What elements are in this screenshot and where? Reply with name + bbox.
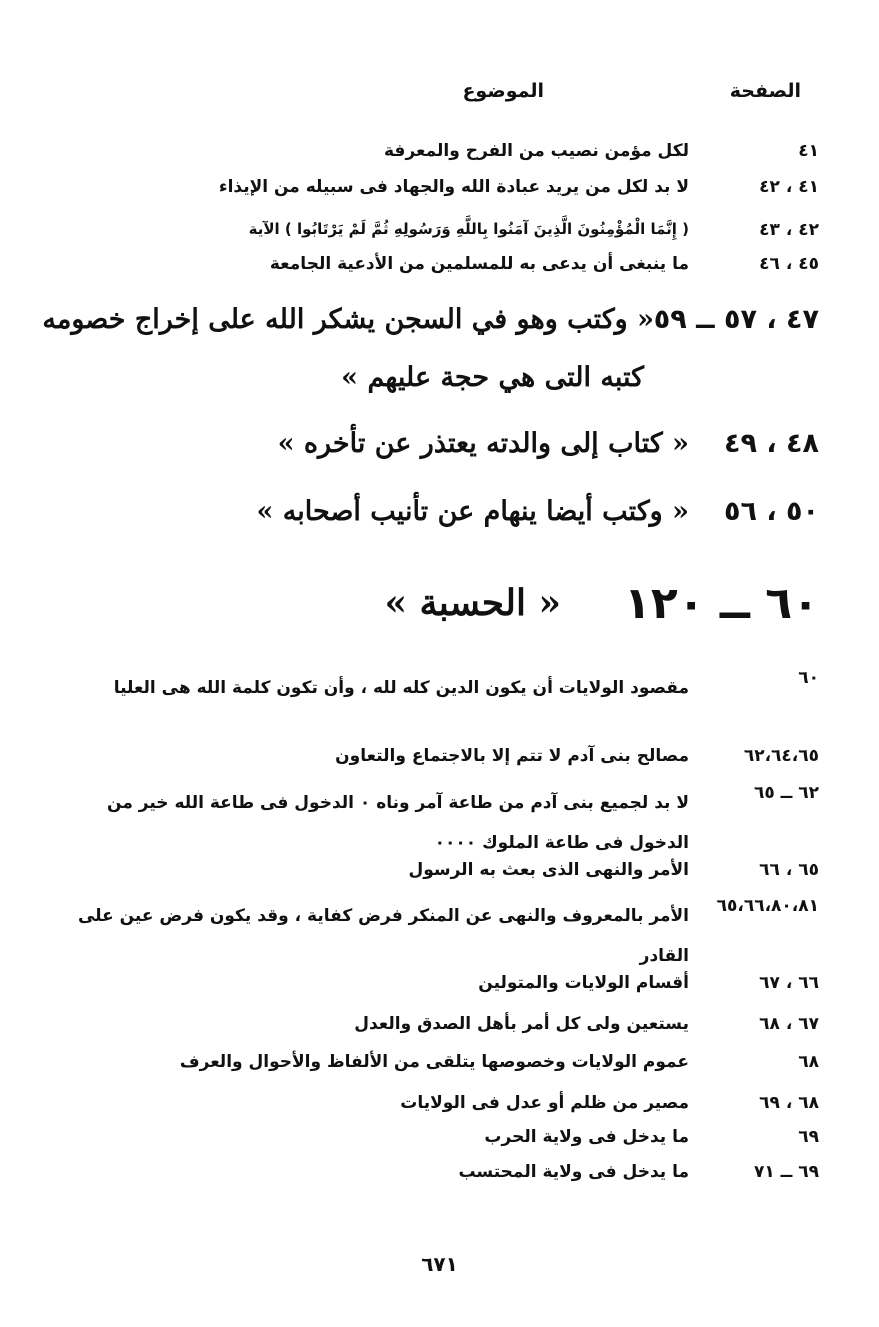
entry-pages: ٦٦ ، ٦٧ [759,973,819,993]
index-entry [59,746,819,772]
index-entry [59,428,819,468]
entry-pages: ٤٨ ، ٤٩ [724,428,819,459]
entry-pages: ٦٧ ، ٦٨ [759,1014,819,1034]
entry-pages: ٦٥،٦٦،٨٠،٨١ [716,896,819,916]
entry-topic: لا بد لجميع بنى آدم من طاعة آمر وناه ٠ الدخول فى طاعة الله خير من الدخول فى طاعة الملوك ٠٠٠٠ [107,793,689,853]
entry-topic: أقسام الولايات والمتولين [478,973,689,993]
entry-pages: ٤٥ ، ٤٦ [759,254,819,274]
section-heading [59,578,819,638]
entry-pages: ٦٨ [798,1052,819,1072]
entry-pages: ٦٥ ، ٦٦ [759,860,819,880]
entry-pages: ٦٩ ــ ٧١ [754,1162,819,1182]
index-entry [59,141,819,167]
entry-topic: مصالح بنى آدم لا تتم إلا بالاجتماع والتعاون [335,746,689,766]
page-column-header: الصفحة [729,80,801,102]
entry-topic: « وكتب وهو في السجن يشكر الله على إخراج خصومه [42,304,654,335]
entry-topic: ما ينبغى أن يدعى به للمسلمين من الأدعية الجامعة [269,254,689,274]
entry-topic: ما يدخل فى ولاية الحرب [484,1127,689,1147]
index-entry [42,304,819,344]
entry-pages: ٦٠ [798,668,819,688]
entry-pages: ٤١ [798,141,819,161]
entry-topic: الأمر بالمعروف والنهى عن المنكر فرض كفاية ، وقد يكون فرض عين على القادر [77,906,689,966]
index-entry [59,254,819,280]
entry-topic: لا بد لكل من يريد عبادة الله والجهاد فى سبيله من الإيذاء [218,177,689,197]
index-entry [59,668,819,748]
entry-topic: ( إِنَّمَا الْمُؤْمِنُونَ الَّذِينَ آمَنُوا بِاللَّهِ وَرَسُولِهِ ثُمَّ لَمْ يَرْتَابُوا ) الآية [248,220,689,238]
index-entry [59,860,819,886]
topic-column-header: الموضوع [462,80,544,102]
entry-topic: يستعين ولى كل أمر بأهل الصدق والعدل [354,1014,689,1034]
entry-topic: « كتاب إلى والدته يعتذر عن تأخره » [277,428,689,459]
entry-pages: ٦٢ ــ ٦٥ [754,783,819,803]
entry-topic: عموم الولايات وخصوصها يتلقى من الألفاظ والأحوال والعرف [179,1052,689,1072]
index-entry [59,896,819,976]
entry-topic: الأمر والنهى الذى بعث به الرسول [408,860,689,880]
index-entry [59,1093,819,1119]
entry-topic: ما يدخل فى ولاية المحتسب [458,1162,689,1182]
page-number: ٦٧١ [421,1252,458,1276]
entry-topic: مقصود الولايات أن يكون الدين كله لله ، وأن تكون كلمة الله هى العليا [113,678,689,698]
entry-pages: ٤٢ ، ٤٣ [759,220,819,240]
entry-topic: « وكتب أيضا ينهام عن تأنيب أصحابه » [256,496,689,527]
index-entry [59,177,819,203]
index-entry [59,973,819,999]
index-entry [59,220,819,246]
entry-pages: ٥٠ ، ٥٦ [724,496,819,527]
entry-pages: ٦٩ [798,1127,819,1147]
section-page-range: ٦٠ ــ ١٢٠ [623,578,819,629]
index-entry [59,1162,819,1188]
index-entry [59,1127,819,1153]
entry-pages: ٦٨ ، ٦٩ [759,1093,819,1113]
index-entry [59,783,819,863]
index-entry [59,1052,819,1078]
index-entry-continuation [59,362,819,402]
entry-pages: ٤١ ، ٤٢ [759,177,819,197]
entry-topic: لكل مؤمن نصيب من الفرح والمعرفة [384,141,689,161]
entry-topic-continuation: كتبه التى هي حجة عليهم » [341,362,644,393]
index-entry [59,496,819,536]
entry-pages: ٦٢،٦٤،٦٥ [743,746,819,766]
entry-topic: مصير من ظلم أو عدل فى الولايات [400,1093,689,1113]
entry-pages: ٤٧ ، ٥٧ ــ ٥٩ [653,304,819,335]
section-title: « الحسبة » [384,582,561,624]
index-entry [59,1014,819,1040]
